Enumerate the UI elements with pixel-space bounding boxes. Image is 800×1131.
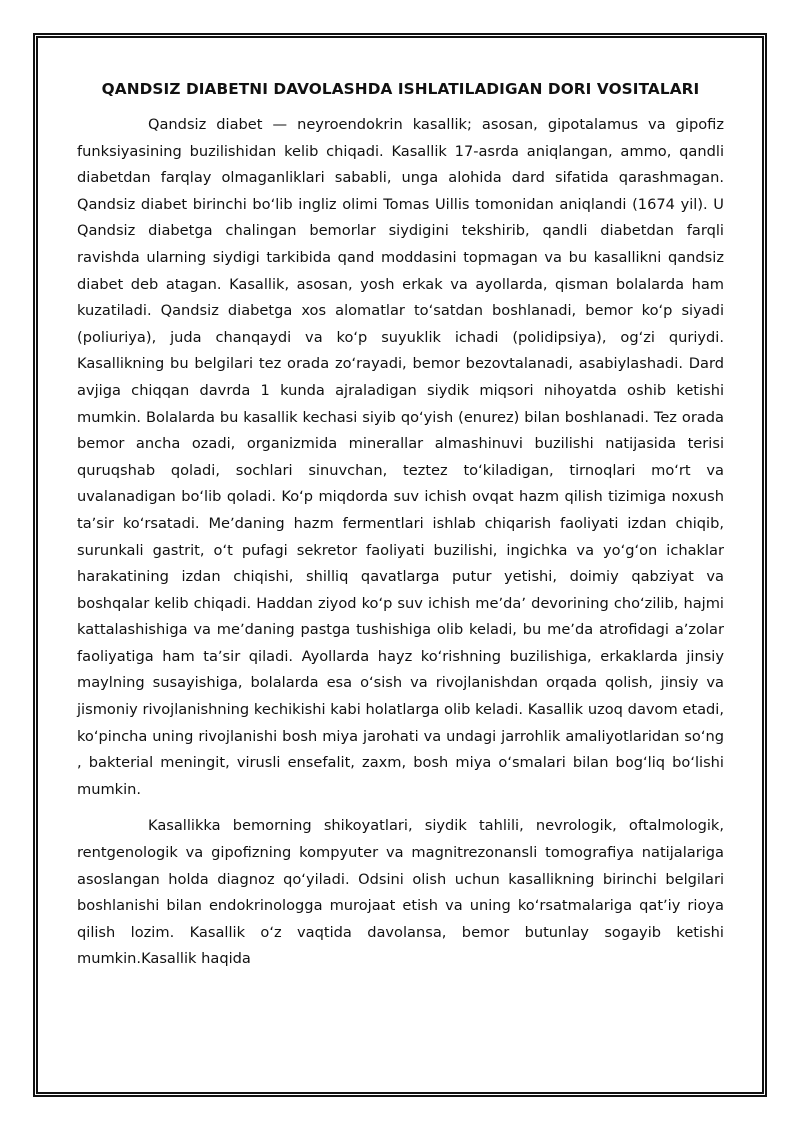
paragraph-1: Qandsiz diabet — neyroendokrin kasallik; asosan, gipotalamus va gipofiz funksiyasining buzilishidan kelib chiqadi. Kasallik 17-asrda aniqlangan, ammo, qandli diabetdan farqlay olmaganliklari sababli, unga alohida dard sifatida qarashmagan. Qandsiz diabet birinchi boʻlib ingliz olimi Tomas Uillis tomonidan aniqlandi (1674 yil). U Qandsiz diabetga chalingan bemorlar siydigini tekshirib, qandli diabetdan farqli ravishda ularning siydigi tarkibida qand moddasini topmagan va bu kasallikni qandsiz diabet deb atagan. Kasallik, asosan, yosh erkak va ayollarda, qisman bolalarda ham kuzatiladi. Qandsiz diabetga xos alomatlar toʻsatdan boshlanadi, bemor koʻp siyadi (poliuriya), juda chanqaydi va koʻp suyuklik ichadi (polidipsiya), ogʻzi quriydi. Kasallikning bu belgilari tez orada zoʻrayadi, bemor bezovtalanadi, asabiylashadi. Dard avjiga chiqqan davrda 1 kunda ajraladigan siydik miqsori nihoyatda oshib ketishi mumkin. Bolalarda bu kasallik kechasi siyib qoʻyish (enurez) bilan boshlanadi. Tez orada bemor ancha ozadi, organizmida minerallar almashinuvi buzilishi natijasida terisi quruqshab qoladi, sochlari sinuvchan, teztez toʻkiladigan, tirnoqlari moʻrt va uvalanadigan boʻlib qoladi. Koʻp miqdorda suv ichish ovqat hazm qilish tizimiga noxush taʼsir koʻrsatadi. Meʼdaning hazm fermentlari ishlab chiqarish faoliyati izdan chiqib, surunkali gastrit, oʻt pufagi sekretor faoliyati buzilishi, ingichka va yoʻgʻon ichaklar harakatining izdan chiqishi, shilliq qavatlarga putur yetishi, doimiy qabziyat va boshqalar kelib chiqadi. Haddan ziyod koʻp suv ichish meʼdaʼ devorining choʻzilib, hajmi kattalashishiga va meʼdaning pastga tushishiga olib keladi, bu meʼda atrofidagi aʼzolar faoliyatiga ham taʼsir qiladi. Ayollarda hayz koʻrishning buzilishiga, erkaklarda jinsiy maylning susayishiga, bolalarda esa oʻsish va rivojlanishdan orqada qolish, jinsiy va jismoniy rivojlanishning kechikishi kabi holatlarga olib keladi. Kasallik uzoq davom etadi, koʻpincha uning rivojlanishi bosh miya jarohati va undagi jarrohlik amaliyotlaridan soʻng , bakterial meningit, virusli ensefalit, zaxm, bosh miya oʻsmalari bilan bogʻliq boʻlishi mumkin. bbox=[77, 116, 724, 798]
document-body bbox=[77, 76, 724, 973]
document-title: QANDSIZ DIABETNI DAVOLASHDA ISHLATILADIGAN DORI VOSITALARI bbox=[101, 80, 700, 98]
paragraph-2: Kasallikka bemorning shikoyatlari, siydik tahlili, nevrologik, oftalmologik, rentgenologik va gipofizning kompyuter va magnitrezonansli tomografiya natijalariga asoslangan holda diagnoz qoʻyiladi. Odsini olish uchun kasallikning birinchi belgilari boshlanishi bilan endokrinologga murojaat etish va uning koʻrsatmalariga qatʼiy rioya qilish lozim. Kasallik oʻz vaqtida davolansa, bemor butunlay sogayib ketishi mumkin.Kasallik haqida bbox=[77, 817, 724, 968]
